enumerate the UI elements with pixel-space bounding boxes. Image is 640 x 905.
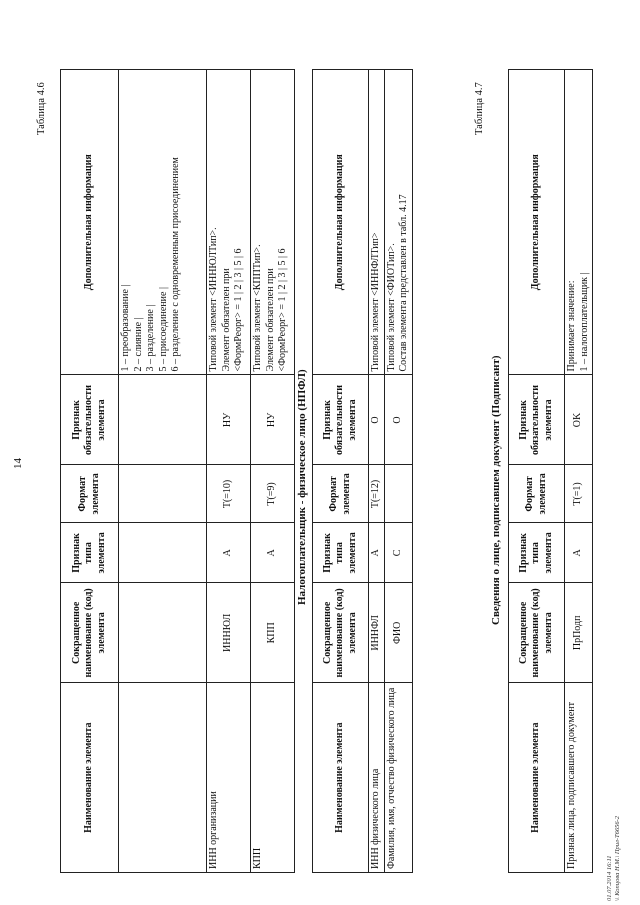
info-cell: Типовой элемент <ФИОТип>. Состав элемента представлен в табл. 4.17 [384, 70, 412, 375]
table-label-4-6: Таблица 4.6 [36, 82, 47, 135]
table-4-6 [60, 69, 295, 873]
col-header-info: Дополнительная информация [61, 70, 119, 375]
table-row: Фамилия, имя, отчество физического лица ФИО C O Типовой элемент <ФИОТип>. Состав элемента представлен в табл. 4.17 [384, 70, 412, 873]
table-row: КПП КПП A T(=9) НУ Типовой элемент <КППТип>. Элемент обязателен при <ФормРеорг> = 1 | 2 | 3 | 5 | 6 [251, 70, 295, 873]
info-cell: Типовой элемент <ИННЮЛТип>. Элемент обязателен при <ФормРеорг> = 1 | 2 | 3 | 5 | 6 [207, 70, 251, 375]
info-cell: 1 – преобразование | 2 – слияние | 3 – разделение | 5 – присоединение | 6 – разделение с одновременным присоединением [119, 70, 207, 375]
col-header-code: Сокращенное наименование (код) элемента [61, 583, 119, 683]
info-cell: Принимает значение: 1 – налогоплательщик | [565, 70, 593, 375]
table-row: Признак лица, подписавшего документ ПрПодп A T(=1) OK Принимает значение: 1 – налогоплательщик | [565, 70, 593, 873]
table-label-4-7: Таблица 4.7 [474, 82, 485, 135]
page-number: 14 [12, 458, 24, 469]
table-4-7: Наименование элемента Сокращенное наименование (код) элемента Признак типа элемента Формат элемента Признак обязательности элемента Дополнительная информация ИНН физического лица ИННФЛ A T(=12) O Типовой элемент <ИННФЛТип> Фамилия, имя, отчество физического лица ФИО C O Типовой элемент <ФИОТип>. Состав элемента представлен в табл. 4.17 [312, 69, 413, 873]
table-signer: Наименование элемента Сокращенное наименование (код) элемента Признак типа элемента Формат элемента Признак обязательности элемента Дополнительная информация Признак лица, подписавшего документ ПрПодп A T(=1) OK Принимает значение: 1 – налогоплательщик | [508, 69, 593, 873]
table-row: ИНН организации ИННЮЛ A T(=10) НУ Типовой элемент <ИННЮЛТип>. Элемент обязателен при <ФормРеорг> = 1 | 2 | 3 | 5 | 6 [207, 70, 251, 873]
footer-stamp: 01.07.2014 16:11 \\ Копцова Н.М.\ Прил-Т6656-2 [606, 815, 621, 901]
info-cell: Типовой элемент <КППТип>. Элемент обязателен при <ФормРеорг> = 1 | 2 | 3 | 5 | 6 [251, 70, 295, 375]
col-header-type: Признак типа элемента [61, 523, 119, 583]
col-header-req: Признак обязательности элемента [61, 375, 119, 465]
table-row [119, 70, 207, 873]
table-title-npfl: Налогоплательщик - физическое лицо (НПФЛ) [296, 369, 308, 605]
col-header-name: Наименование элемента [61, 683, 119, 873]
col-header-format: Формат элемента [61, 465, 119, 523]
table-row: ИНН физического лица ИННФЛ A T(=12) O Типовой элемент <ИННФЛТип> [369, 70, 385, 873]
table-title-signer: Сведения о лице, подписавшем документ (Подписант) [490, 355, 502, 625]
